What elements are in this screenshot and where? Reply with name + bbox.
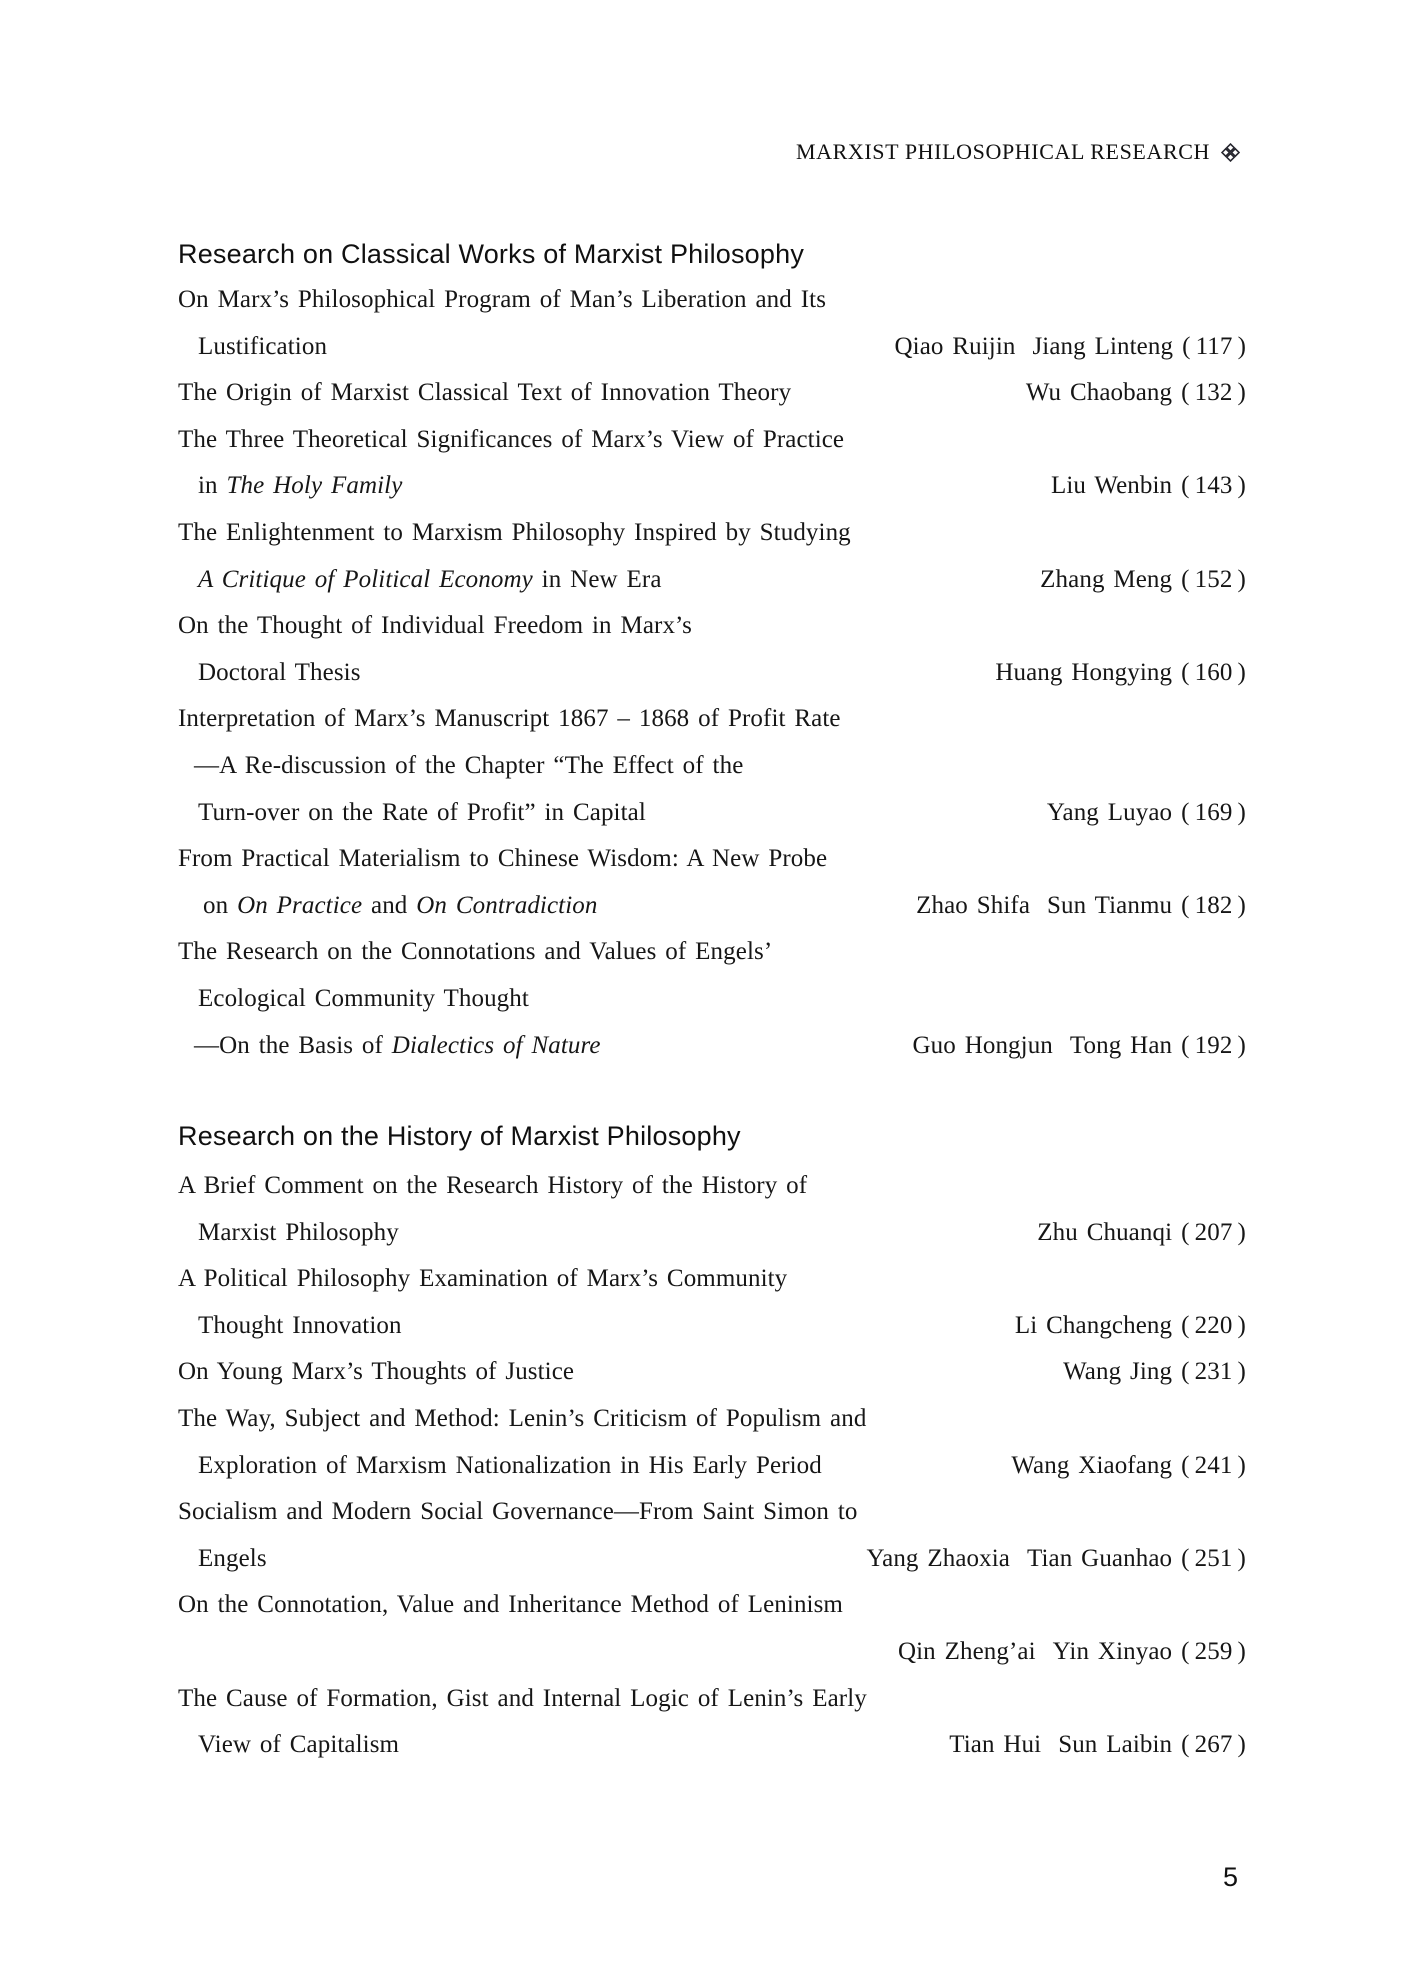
toc-page-ref: ( 169 ) <box>1181 798 1246 826</box>
toc-page-ref: ( 251 ) <box>1181 1544 1246 1572</box>
toc-title-text <box>178 463 402 510</box>
toc-author: Zhang Meng <box>1040 565 1173 593</box>
toc-line <box>178 1582 1246 1629</box>
toc-line <box>178 1629 1246 1676</box>
toc-line <box>178 1443 1246 1490</box>
toc-title-text <box>178 557 662 604</box>
toc-line <box>178 277 1246 324</box>
toc-page-ref: ( 207 ) <box>1181 1218 1246 1246</box>
toc-line <box>178 463 1246 510</box>
toc-line <box>178 510 1246 557</box>
toc-authors-page <box>1026 370 1246 417</box>
toc-page-ref: ( 152 ) <box>1181 565 1246 593</box>
toc-author: Tian Guanhao <box>1026 1544 1173 1572</box>
toc-authors-page <box>995 650 1246 697</box>
toc-line <box>178 1210 1246 1257</box>
toc-author: Zhu Chuanqi <box>1037 1218 1173 1246</box>
toc-page-ref: ( 220 ) <box>1181 1311 1246 1339</box>
section-heading-classical-works: Research on Classical Works of Marxist Philosophy <box>178 239 805 269</box>
toc-title-segment: Turn-over on the Rate of Profit” in Capital <box>198 798 646 826</box>
toc-title-text <box>178 696 841 743</box>
toc-line <box>178 1676 1246 1723</box>
toc-title-text <box>178 1676 867 1723</box>
toc-author: Yin Xinyao <box>1052 1637 1173 1665</box>
toc-author: Sun Laibin <box>1058 1731 1173 1759</box>
toc-line <box>178 417 1246 464</box>
toc-line <box>178 557 1246 604</box>
toc-page-ref: ( 182 ) <box>1181 891 1246 919</box>
toc-title-segment: Lustification <box>198 332 328 360</box>
toc-title-text <box>178 650 361 697</box>
toc-authors-page <box>1040 557 1246 604</box>
toc-title-segment: The Origin of Marxist Classical Text of Innovation Theory <box>178 379 792 407</box>
toc-page-ref: ( 117 ) <box>1182 332 1246 360</box>
toc-page-ref: ( 143 ) <box>1181 472 1246 500</box>
toc-line <box>178 1256 1246 1303</box>
toc-line <box>178 1396 1246 1443</box>
toc-section-history <box>178 1163 1246 1769</box>
toc-line <box>178 324 1246 371</box>
toc-authors-page <box>1011 1443 1246 1490</box>
toc-author: Guo Hongjun <box>912 1031 1053 1059</box>
toc-page-ref: ( 160 ) <box>1181 658 1246 686</box>
toc-title-text <box>178 277 826 324</box>
toc-title-text <box>178 1256 787 1303</box>
toc-line <box>178 836 1246 883</box>
toc-title-text <box>178 417 844 464</box>
toc-title-text <box>178 1163 807 1210</box>
toc-title-segment: Interpretation of Marx’s Manuscript 1867 – 1868 of Profit Rate <box>178 705 841 733</box>
toc-title-segment: in New Era <box>532 565 662 593</box>
toc-title-segment: on <box>203 891 238 919</box>
toc-page-ref: ( 267 ) <box>1181 1731 1246 1759</box>
toc-title-italic-segment: On Practice <box>237 891 363 919</box>
toc-title-segment: The Three Theoretical Significances of Marx’s View of Practice <box>178 425 845 453</box>
toc-title-text <box>178 1023 601 1070</box>
toc-title-segment: Engels <box>198 1544 267 1572</box>
toc-author: Zhao Shifa <box>916 891 1031 919</box>
toc-title-text <box>178 929 772 976</box>
toc-author: Yang Zhaoxia <box>866 1544 1010 1572</box>
toc-line <box>178 370 1246 417</box>
toc-title-segment: and <box>362 891 417 919</box>
toc-line <box>178 650 1246 697</box>
toc-line <box>178 976 1246 1023</box>
toc-title-segment: Marxist Philosophy <box>198 1218 399 1246</box>
toc-line <box>178 883 1246 930</box>
toc-title-segment: A Brief Comment on the Research History of the History of <box>178 1172 808 1199</box>
toc-title-italic-segment: Dialectics of Nature <box>391 1031 601 1059</box>
toc-page-ref: ( 231 ) <box>1181 1358 1246 1386</box>
toc-title-italic-segment: On Contradiction <box>416 891 598 919</box>
toc-author: Liu Wenbin <box>1050 472 1173 500</box>
toc-title-text <box>178 836 827 883</box>
toc-line <box>178 1303 1246 1350</box>
toc-title-text <box>178 1396 866 1443</box>
toc-page-ref: ( 259 ) <box>1181 1637 1246 1665</box>
toc-title-segment: A Political Philosophy Examination of Marx’s Community <box>178 1265 788 1293</box>
toc-title-segment: Thought Innovation <box>198 1311 402 1339</box>
toc-title-segment: From Practical Materialism to Chinese Wisdom: A New Probe <box>178 845 828 873</box>
toc-author: Wang Xiaofang <box>1011 1451 1173 1479</box>
toc-author: Sun Tianmu <box>1047 891 1173 919</box>
toc-title-segment: On Marx’s Philosophical Program of Man’s Liberation and Its <box>178 286 827 313</box>
toc-page-ref: ( 132 ) <box>1181 379 1246 407</box>
toc-authors-page <box>912 1023 1246 1070</box>
toc-authors-page <box>949 1722 1246 1769</box>
toc-authors-page <box>916 883 1246 930</box>
toc-title-segment: The Research on the Connotations and Values of Engels’ <box>178 938 773 966</box>
toc-line <box>178 1536 1246 1583</box>
toc-title-text <box>178 603 692 650</box>
toc-author: Wu Chaobang <box>1025 379 1173 407</box>
toc-title-segment: On Young Marx’s Thoughts of Justice <box>178 1358 575 1386</box>
toc-title-text <box>178 510 851 557</box>
toc-title-text <box>178 324 327 371</box>
toc-title-segment: View of Capitalism <box>198 1731 400 1759</box>
toc-title-italic-segment: The Holy Family <box>226 472 403 500</box>
toc-line <box>178 603 1246 650</box>
toc-title-segment: The Enlightenment to Marxism Philosophy Inspired by Studying <box>178 518 851 546</box>
toc-title-segment: Doctoral Thesis <box>198 658 361 686</box>
running-header <box>796 140 1240 164</box>
toc-author: Tian Hui <box>949 1731 1042 1759</box>
toc-title-segment: Ecological Community Thought <box>198 984 529 1012</box>
toc-title-text <box>178 1722 399 1769</box>
toc-author: Qiao Ruijin <box>894 332 1016 360</box>
toc-title-segment: Exploration of Marxism Nationalization in His Early Period <box>198 1451 822 1479</box>
toc-title-text <box>178 1489 857 1536</box>
page-number: 5 <box>1222 1862 1238 1892</box>
toc-title-text <box>178 790 646 837</box>
toc-authors-page <box>895 324 1247 371</box>
section-heading-history: Research on the History of Marxist Philosophy <box>178 1121 741 1151</box>
toc-page-ref: ( 241 ) <box>1181 1451 1246 1479</box>
toc-authors-page <box>866 1536 1246 1583</box>
toc-title-text <box>178 370 791 417</box>
toc-line <box>178 1023 1246 1070</box>
toc-line <box>178 1349 1246 1396</box>
toc-author: Wang Jing <box>1063 1358 1173 1386</box>
toc-title-segment: Socialism and Modern Social Governance—From Saint Simon to <box>178 1498 858 1526</box>
toc-line <box>178 696 1246 743</box>
toc-author: Li Changcheng <box>1014 1311 1173 1339</box>
toc-title-text <box>178 883 597 930</box>
four-diamond-ornament-icon <box>1221 143 1240 162</box>
toc-authors-page <box>1037 1210 1246 1257</box>
toc-authors-page <box>898 1629 1246 1676</box>
toc-author: Yang Luyao <box>1046 798 1173 826</box>
toc-authors-page <box>1063 1349 1246 1396</box>
toc-line <box>178 743 1246 790</box>
toc-author: Tong Han <box>1069 1031 1173 1059</box>
toc-line <box>178 1163 1246 1210</box>
toc-author: Qin Zheng’ai <box>897 1637 1036 1665</box>
toc-line <box>178 1722 1246 1769</box>
toc-title-text <box>178 1349 574 1396</box>
toc-title-segment: —A Re-discussion of the Chapter “The Effect of the <box>194 751 744 779</box>
toc-title-segment: The Way, Subject and Method: Lenin’s Criticism of Populism and <box>178 1404 867 1432</box>
toc-title-text <box>178 1303 402 1350</box>
toc-title-text <box>178 1210 399 1257</box>
toc-authors-page <box>1047 790 1246 837</box>
toc-authors-page <box>1015 1303 1246 1350</box>
toc-title-segment: in <box>198 472 227 500</box>
toc-title-segment: The Cause of Formation, Gist and Internal Logic of Lenin’s Early <box>178 1684 867 1712</box>
toc-line <box>178 1489 1246 1536</box>
toc-title-text <box>178 1443 822 1490</box>
toc-title-text <box>178 1582 843 1629</box>
toc-title-text <box>178 1536 267 1583</box>
toc-title-italic-segment: A Critique of Political Economy <box>198 565 533 593</box>
toc-author: Jiang Linteng <box>1032 332 1174 360</box>
toc-line <box>178 929 1246 976</box>
toc-title-segment: —On the Basis of <box>194 1031 392 1059</box>
journal-title: MARXIST PHILOSOPHICAL RESEARCH <box>795 139 1210 164</box>
toc-authors-page <box>1051 463 1246 510</box>
toc-title-text <box>178 743 743 790</box>
toc-title-segment: On the Connotation, Value and Inheritance Method of Leninism <box>178 1591 843 1619</box>
toc-title-segment: On the Thought of Individual Freedom in Marx’s <box>178 612 692 640</box>
toc-author: Huang Hongying <box>995 658 1173 686</box>
toc-page-ref: ( 192 ) <box>1181 1031 1246 1059</box>
toc-title-text <box>178 976 529 1023</box>
toc-line <box>178 790 1246 837</box>
toc-section-classical-works <box>178 277 1246 1069</box>
